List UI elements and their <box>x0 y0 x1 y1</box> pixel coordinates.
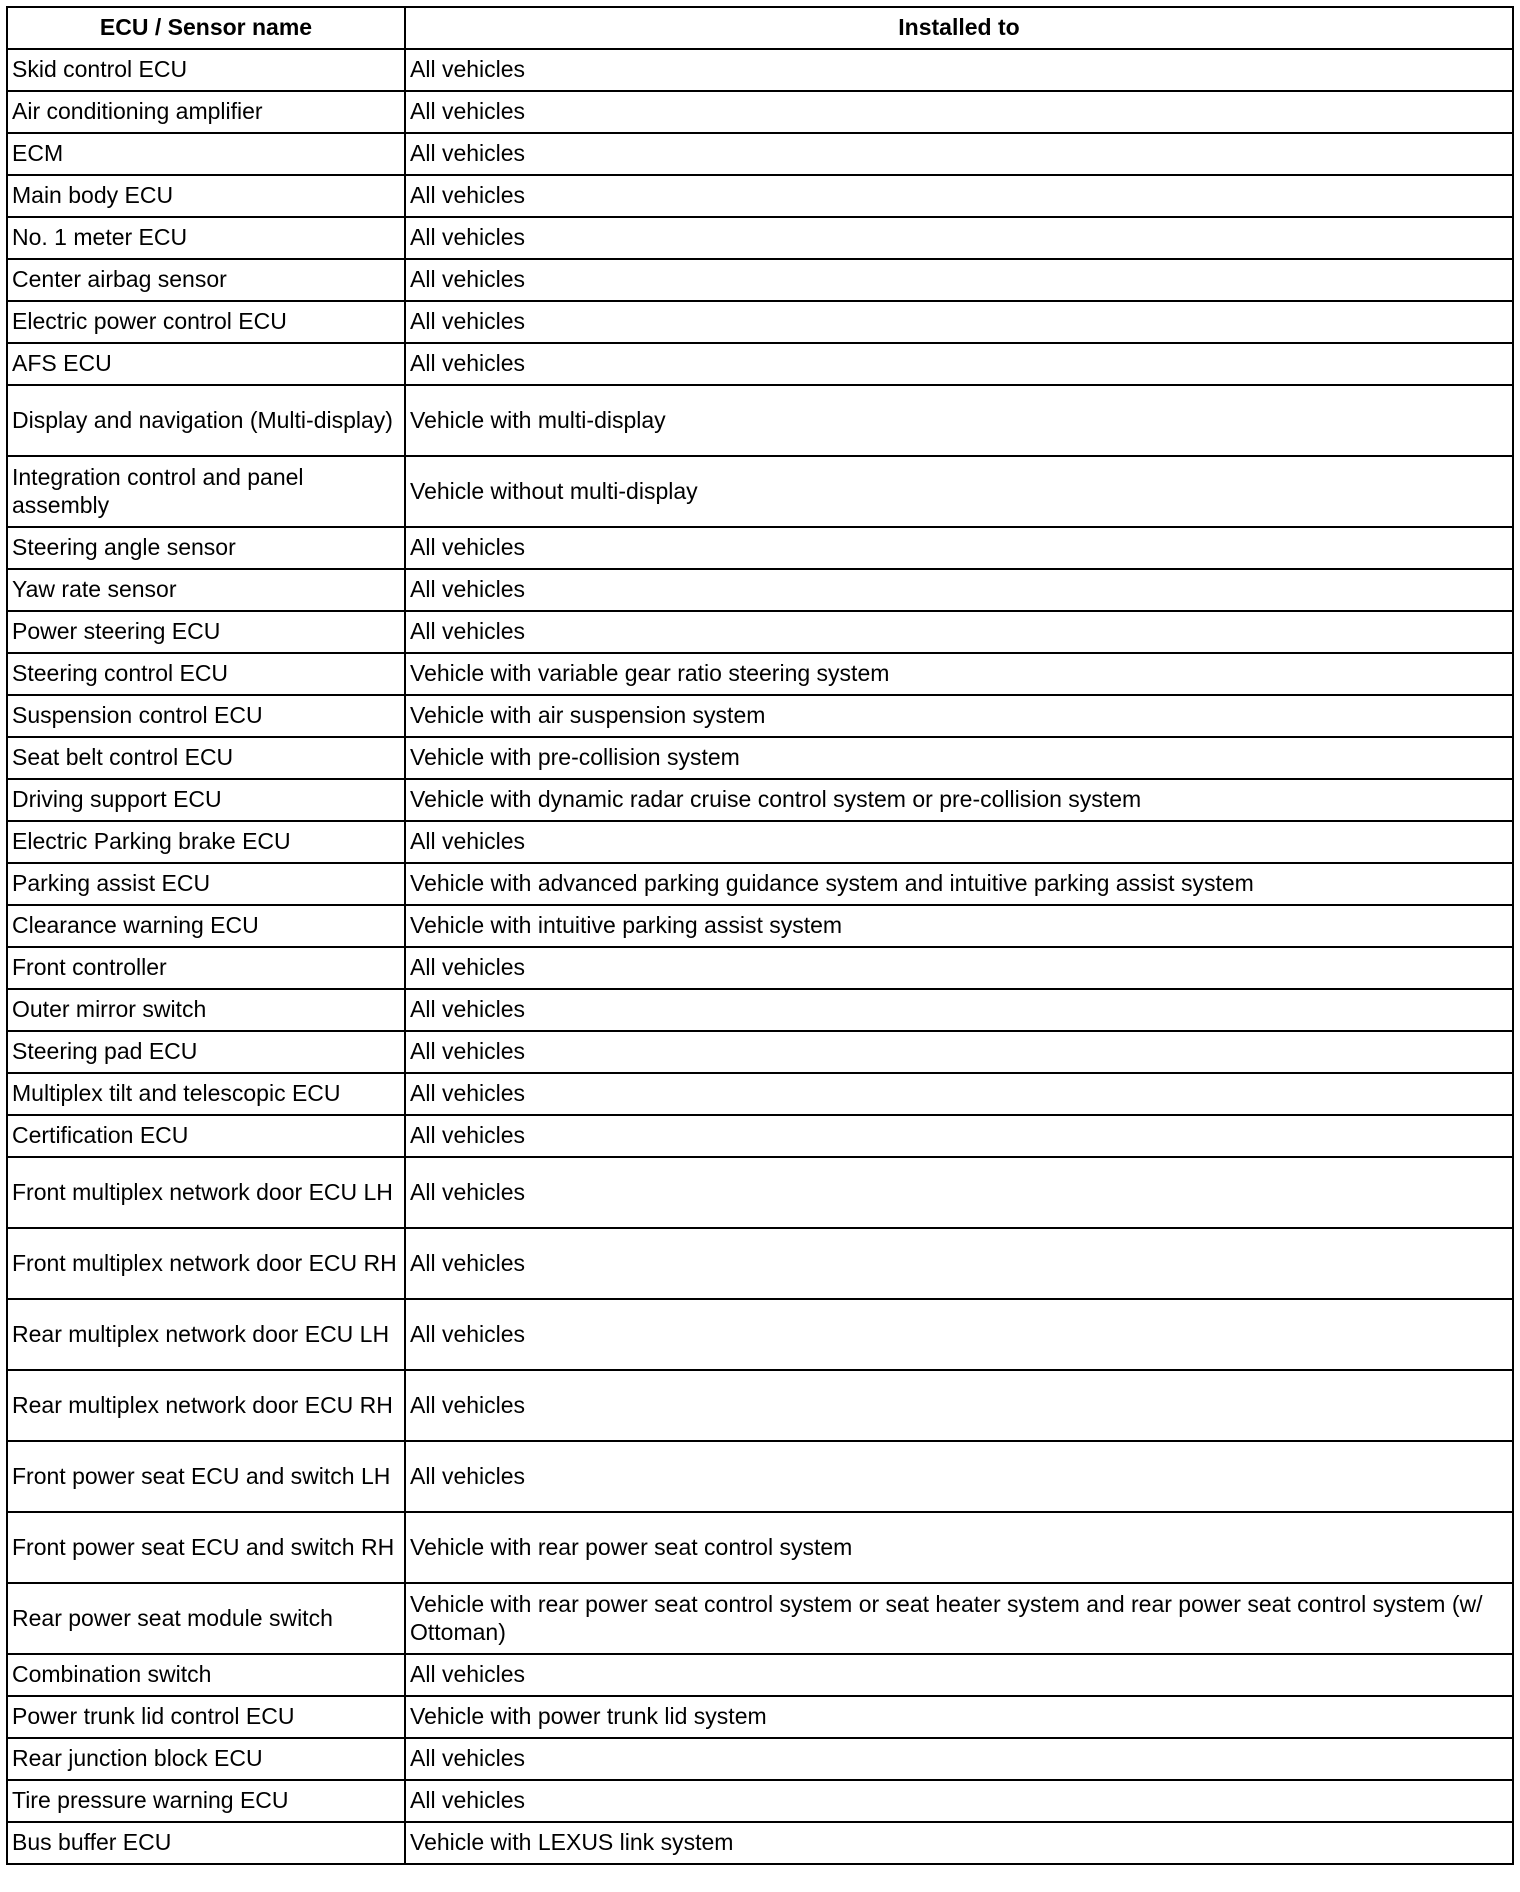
ecu-name-cell: AFS ECU <box>7 343 405 385</box>
table-row <box>7 1822 1513 1864</box>
installed-to-cell: All vehicles <box>405 301 1513 343</box>
table-row <box>7 569 1513 611</box>
installed-to-cell: Vehicle with multi-display <box>405 385 1513 456</box>
installed-to-cell: Vehicle with LEXUS link system <box>405 1822 1513 1864</box>
table-row <box>7 385 1513 456</box>
installed-to-cell: Vehicle with power trunk lid system <box>405 1696 1513 1738</box>
ecu-name-cell: Front power seat ECU and switch LH <box>7 1441 405 1512</box>
installed-to-cell: All vehicles <box>405 569 1513 611</box>
installed-to-cell: All vehicles <box>405 1441 1513 1512</box>
table-row <box>7 527 1513 569</box>
table-row <box>7 49 1513 91</box>
ecu-name-cell: Electric power control ECU <box>7 301 405 343</box>
installed-to-cell: All vehicles <box>405 91 1513 133</box>
table-row <box>7 1696 1513 1738</box>
installed-to-cell: All vehicles <box>405 1115 1513 1157</box>
ecu-name-cell: Certification ECU <box>7 1115 405 1157</box>
table-row <box>7 1780 1513 1822</box>
ecu-name-cell: Outer mirror switch <box>7 989 405 1031</box>
table-header-row <box>7 7 1513 49</box>
installed-to-cell: Vehicle with intuitive parking assist system <box>405 905 1513 947</box>
table-row <box>7 1441 1513 1512</box>
ecu-name-cell: Suspension control ECU <box>7 695 405 737</box>
table-row <box>7 175 1513 217</box>
table-row <box>7 779 1513 821</box>
installed-to-cell: All vehicles <box>405 1031 1513 1073</box>
ecu-name-cell: Rear multiplex network door ECU LH <box>7 1299 405 1370</box>
installed-to-cell: All vehicles <box>405 259 1513 301</box>
installed-to-cell: All vehicles <box>405 343 1513 385</box>
table-row <box>7 947 1513 989</box>
ecu-name-cell: Integration control and panel assembly <box>7 456 405 527</box>
table-row <box>7 343 1513 385</box>
installed-to-cell: All vehicles <box>405 1780 1513 1822</box>
installed-to-cell: All vehicles <box>405 1370 1513 1441</box>
installed-to-cell: All vehicles <box>405 1157 1513 1228</box>
installed-to-cell: All vehicles <box>405 1738 1513 1780</box>
installed-to-cell: All vehicles <box>405 611 1513 653</box>
installed-to-cell: Vehicle with dynamic radar cruise control system or pre-collision system <box>405 779 1513 821</box>
table-row <box>7 653 1513 695</box>
ecu-name-cell: Bus buffer ECU <box>7 1822 405 1864</box>
table-row <box>7 1157 1513 1228</box>
ecu-name-cell: Seat belt control ECU <box>7 737 405 779</box>
ecu-name-cell: Clearance warning ECU <box>7 905 405 947</box>
installed-to-cell: All vehicles <box>405 1228 1513 1299</box>
table-row <box>7 989 1513 1031</box>
ecu-name-cell: Steering angle sensor <box>7 527 405 569</box>
installed-to-cell: All vehicles <box>405 1654 1513 1696</box>
table-row <box>7 1738 1513 1780</box>
table-row <box>7 301 1513 343</box>
installed-to-cell: Vehicle with pre-collision system <box>405 737 1513 779</box>
installed-to-cell: All vehicles <box>405 527 1513 569</box>
ecu-name-cell: Front controller <box>7 947 405 989</box>
table-row <box>7 217 1513 259</box>
ecu-name-cell: Main body ECU <box>7 175 405 217</box>
table-row <box>7 1228 1513 1299</box>
ecu-name-cell: Tire pressure warning ECU <box>7 1780 405 1822</box>
ecu-name-cell: Yaw rate sensor <box>7 569 405 611</box>
ecu-name-cell: Steering control ECU <box>7 653 405 695</box>
installed-to-cell: All vehicles <box>405 133 1513 175</box>
ecu-name-cell: Steering pad ECU <box>7 1031 405 1073</box>
installed-to-cell: Vehicle with rear power seat control system <box>405 1512 1513 1583</box>
ecu-name-cell: No. 1 meter ECU <box>7 217 405 259</box>
ecu-name-cell: Multiplex tilt and telescopic ECU <box>7 1073 405 1115</box>
ecu-sensor-table <box>6 6 1514 1865</box>
installed-to-cell: Vehicle with air suspension system <box>405 695 1513 737</box>
table-row <box>7 611 1513 653</box>
installed-to-cell: All vehicles <box>405 217 1513 259</box>
ecu-name-cell: Driving support ECU <box>7 779 405 821</box>
installed-to-cell: All vehicles <box>405 947 1513 989</box>
ecu-name-cell: Rear junction block ECU <box>7 1738 405 1780</box>
ecu-name-cell: Front multiplex network door ECU RH <box>7 1228 405 1299</box>
ecu-name-cell: Combination switch <box>7 1654 405 1696</box>
table-row <box>7 695 1513 737</box>
ecu-name-cell: Air conditioning amplifier <box>7 91 405 133</box>
table-row <box>7 456 1513 527</box>
ecu-name-cell: Center airbag sensor <box>7 259 405 301</box>
table-row <box>7 259 1513 301</box>
installed-to-cell: All vehicles <box>405 989 1513 1031</box>
table-row <box>7 863 1513 905</box>
installed-to-cell: Vehicle with variable gear ratio steering system <box>405 653 1513 695</box>
ecu-name-cell: ECM <box>7 133 405 175</box>
table-row <box>7 1299 1513 1370</box>
table-row <box>7 821 1513 863</box>
table-row <box>7 905 1513 947</box>
ecu-name-cell: Display and navigation (Multi-display) <box>7 385 405 456</box>
installed-to-cell: All vehicles <box>405 49 1513 91</box>
table-row <box>7 1512 1513 1583</box>
installed-to-cell: All vehicles <box>405 821 1513 863</box>
table-row <box>7 91 1513 133</box>
table-row <box>7 1583 1513 1654</box>
installed-to-cell: All vehicles <box>405 175 1513 217</box>
installed-to-cell: Vehicle with rear power seat control system or seat heater system and rear power seat control system (w/ Ottoman) <box>405 1583 1513 1654</box>
ecu-name-cell: Power steering ECU <box>7 611 405 653</box>
table-row <box>7 1654 1513 1696</box>
installed-to-cell: All vehicles <box>405 1299 1513 1370</box>
header-installed-to: Installed to <box>405 7 1513 49</box>
table-row <box>7 737 1513 779</box>
ecu-name-cell: Electric Parking brake ECU <box>7 821 405 863</box>
table-row <box>7 133 1513 175</box>
ecu-name-cell: Front multiplex network door ECU LH <box>7 1157 405 1228</box>
ecu-name-cell: Parking assist ECU <box>7 863 405 905</box>
ecu-name-cell: Skid control ECU <box>7 49 405 91</box>
table-row <box>7 1370 1513 1441</box>
header-ecu-sensor-name: ECU / Sensor name <box>7 7 405 49</box>
table-row <box>7 1115 1513 1157</box>
installed-to-cell: Vehicle without multi-display <box>405 456 1513 527</box>
ecu-name-cell: Power trunk lid control ECU <box>7 1696 405 1738</box>
ecu-name-cell: Rear multiplex network door ECU RH <box>7 1370 405 1441</box>
installed-to-cell: Vehicle with advanced parking guidance system and intuitive parking assist system <box>405 863 1513 905</box>
table-row <box>7 1031 1513 1073</box>
ecu-name-cell: Rear power seat module switch <box>7 1583 405 1654</box>
ecu-name-cell: Front power seat ECU and switch RH <box>7 1512 405 1583</box>
installed-to-cell: All vehicles <box>405 1073 1513 1115</box>
table-row <box>7 1073 1513 1115</box>
